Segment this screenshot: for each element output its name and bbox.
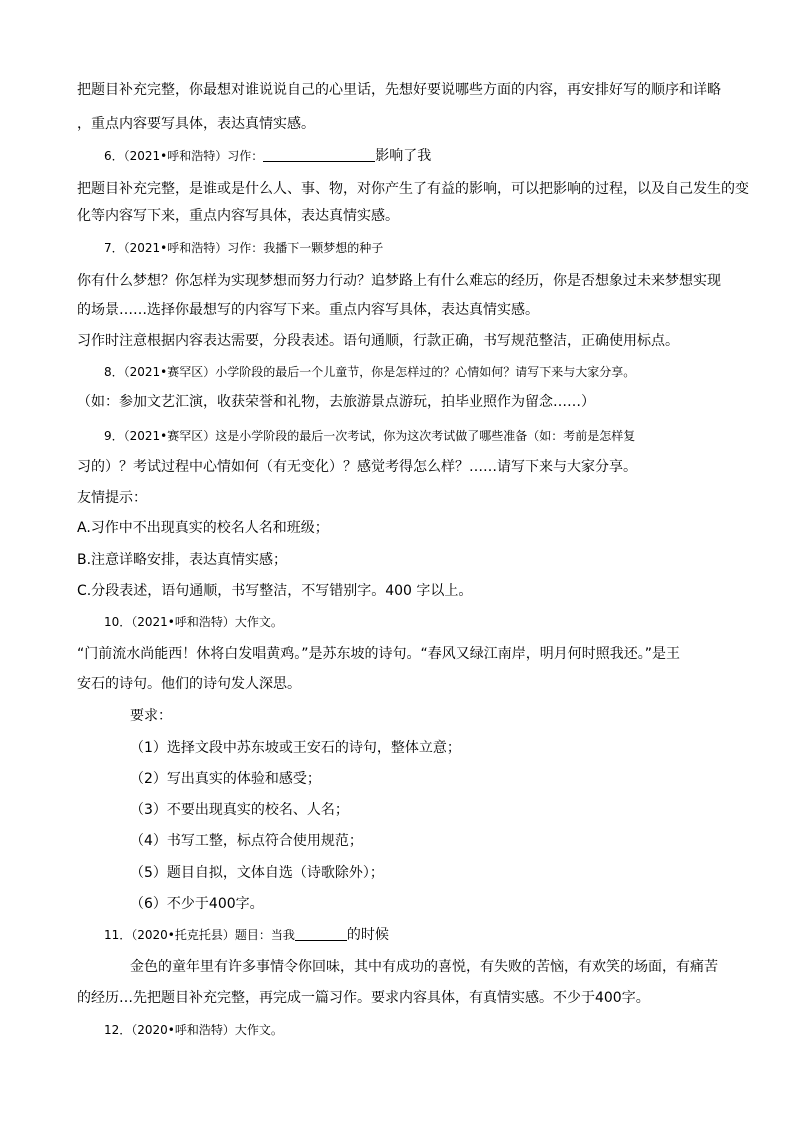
paragraph-line: 习的）？考试过程中心情如何（有无变化）？感觉考得怎么样？……请写下来与大家分享。: [77, 459, 637, 475]
paragraph-line: 的经历…先把题目补充完整，再完成一篇习作。要求内容具体，有真情实感。不少于400字。: [77, 990, 650, 1006]
requirement-item: （6）不少于400字。: [130, 896, 264, 912]
question-10: 10．（2021•呼和浩特）大作文。: [104, 615, 283, 629]
question-11-prefix: 11．（2020•托克托县）题目：当我: [104, 928, 295, 942]
paragraph-line: 你有什么梦想？你怎样为实现梦想而努力行动？追梦路上有什么难忘的经历，你是否想象过未来梦想实现: [77, 273, 721, 289]
tips-heading: 友情提示：: [77, 490, 147, 506]
question-6-prefix: 6．（2021•呼和浩特）习作：: [104, 149, 264, 163]
question-7: 7．（2021•呼和浩特）习作：我播下一颗梦想的种子: [104, 241, 384, 255]
paragraph-line: 安石的诗句。他们的诗句发人深思。: [77, 676, 301, 692]
tip-a: A.习作中不出现真实的校名人名和班级；: [77, 520, 329, 536]
requirement-item: （3）不要出现真实的校名、人名；: [130, 802, 349, 818]
question-9: 9．（2021•赛罕区）这是小学阶段的最后一次考试，你为这次考试做了哪些准备（如：考前是怎样复: [104, 429, 636, 443]
tip-c: C.分段表述，语句通顺，书写整洁，不写错别字。400 字以上。: [77, 583, 473, 599]
paragraph-line: 的场景……选择你最想写的内容写下来。重点内容写具体，表达真情实感。: [77, 302, 539, 318]
question-11: [104, 925, 389, 945]
requirement-item: （5）题目自拟，文体自选（诗歌除外）；: [130, 865, 384, 881]
question-6: [104, 146, 431, 166]
requirement-item: （4）书写工整，标点符合使用规范；: [130, 833, 363, 849]
paragraph-line: 金色的童年里有许多事情令你回味，其中有成功的喜悦，有失败的苦恼，有欢笑的场面，有痛苦: [130, 959, 718, 975]
paragraph-line: ，重点内容要写具体，表达真情实感。: [77, 116, 315, 132]
paragraph-line: “门前流水尚能西！休将白发唱黄鸡。”是苏东坡的诗句。“春风又绿江南岸，明月何时照我还。”是王: [77, 646, 681, 662]
requirement-item: （1）选择文段中苏东坡或王安石的诗句，整体立意；: [130, 740, 461, 756]
question-8: 8．（2021•赛罕区）小学阶段的最后一个儿童节，你是怎样过的？心情如何？请写下来与大家分享。: [104, 365, 636, 379]
fill-in-blank: [263, 147, 375, 162]
tip-b: B.注意详略安排，表达真情实感；: [77, 552, 288, 568]
paragraph-line: 习作时注意根据内容表达需要，分段表述。语句通顺，行款正确，书写规范整洁，正确使用标点。: [77, 333, 679, 349]
question-11-suffix: 的时候: [346, 927, 389, 943]
question-6-suffix: 影响了我: [375, 148, 432, 164]
paragraph-line: 化等内容写下来，重点内容写具体，表达真情实感。: [77, 208, 399, 224]
paragraph-line: 把题目补充完整，是谁或是什么人、事、物，对你产生了有益的影响，可以把影响的过程，以及自己发生的变: [77, 181, 749, 197]
fill-in-blank: [295, 926, 347, 941]
paragraph-line: 把题目补充完整，你最想对谁说说自己的心里话，先想好要说哪些方面的内容，再安排好写的顺序和详略: [77, 82, 721, 98]
paragraph-line: （如：参加文艺汇演，收获荣誉和礼物，去旅游景点游玩，拍毕业照作为留念……）: [77, 394, 595, 410]
requirements-heading: 要求：: [130, 708, 172, 724]
question-12: 12．（2020•呼和浩特）大作文。: [104, 1023, 283, 1037]
requirement-item: （2）写出真实的体验和感受；: [130, 771, 321, 787]
